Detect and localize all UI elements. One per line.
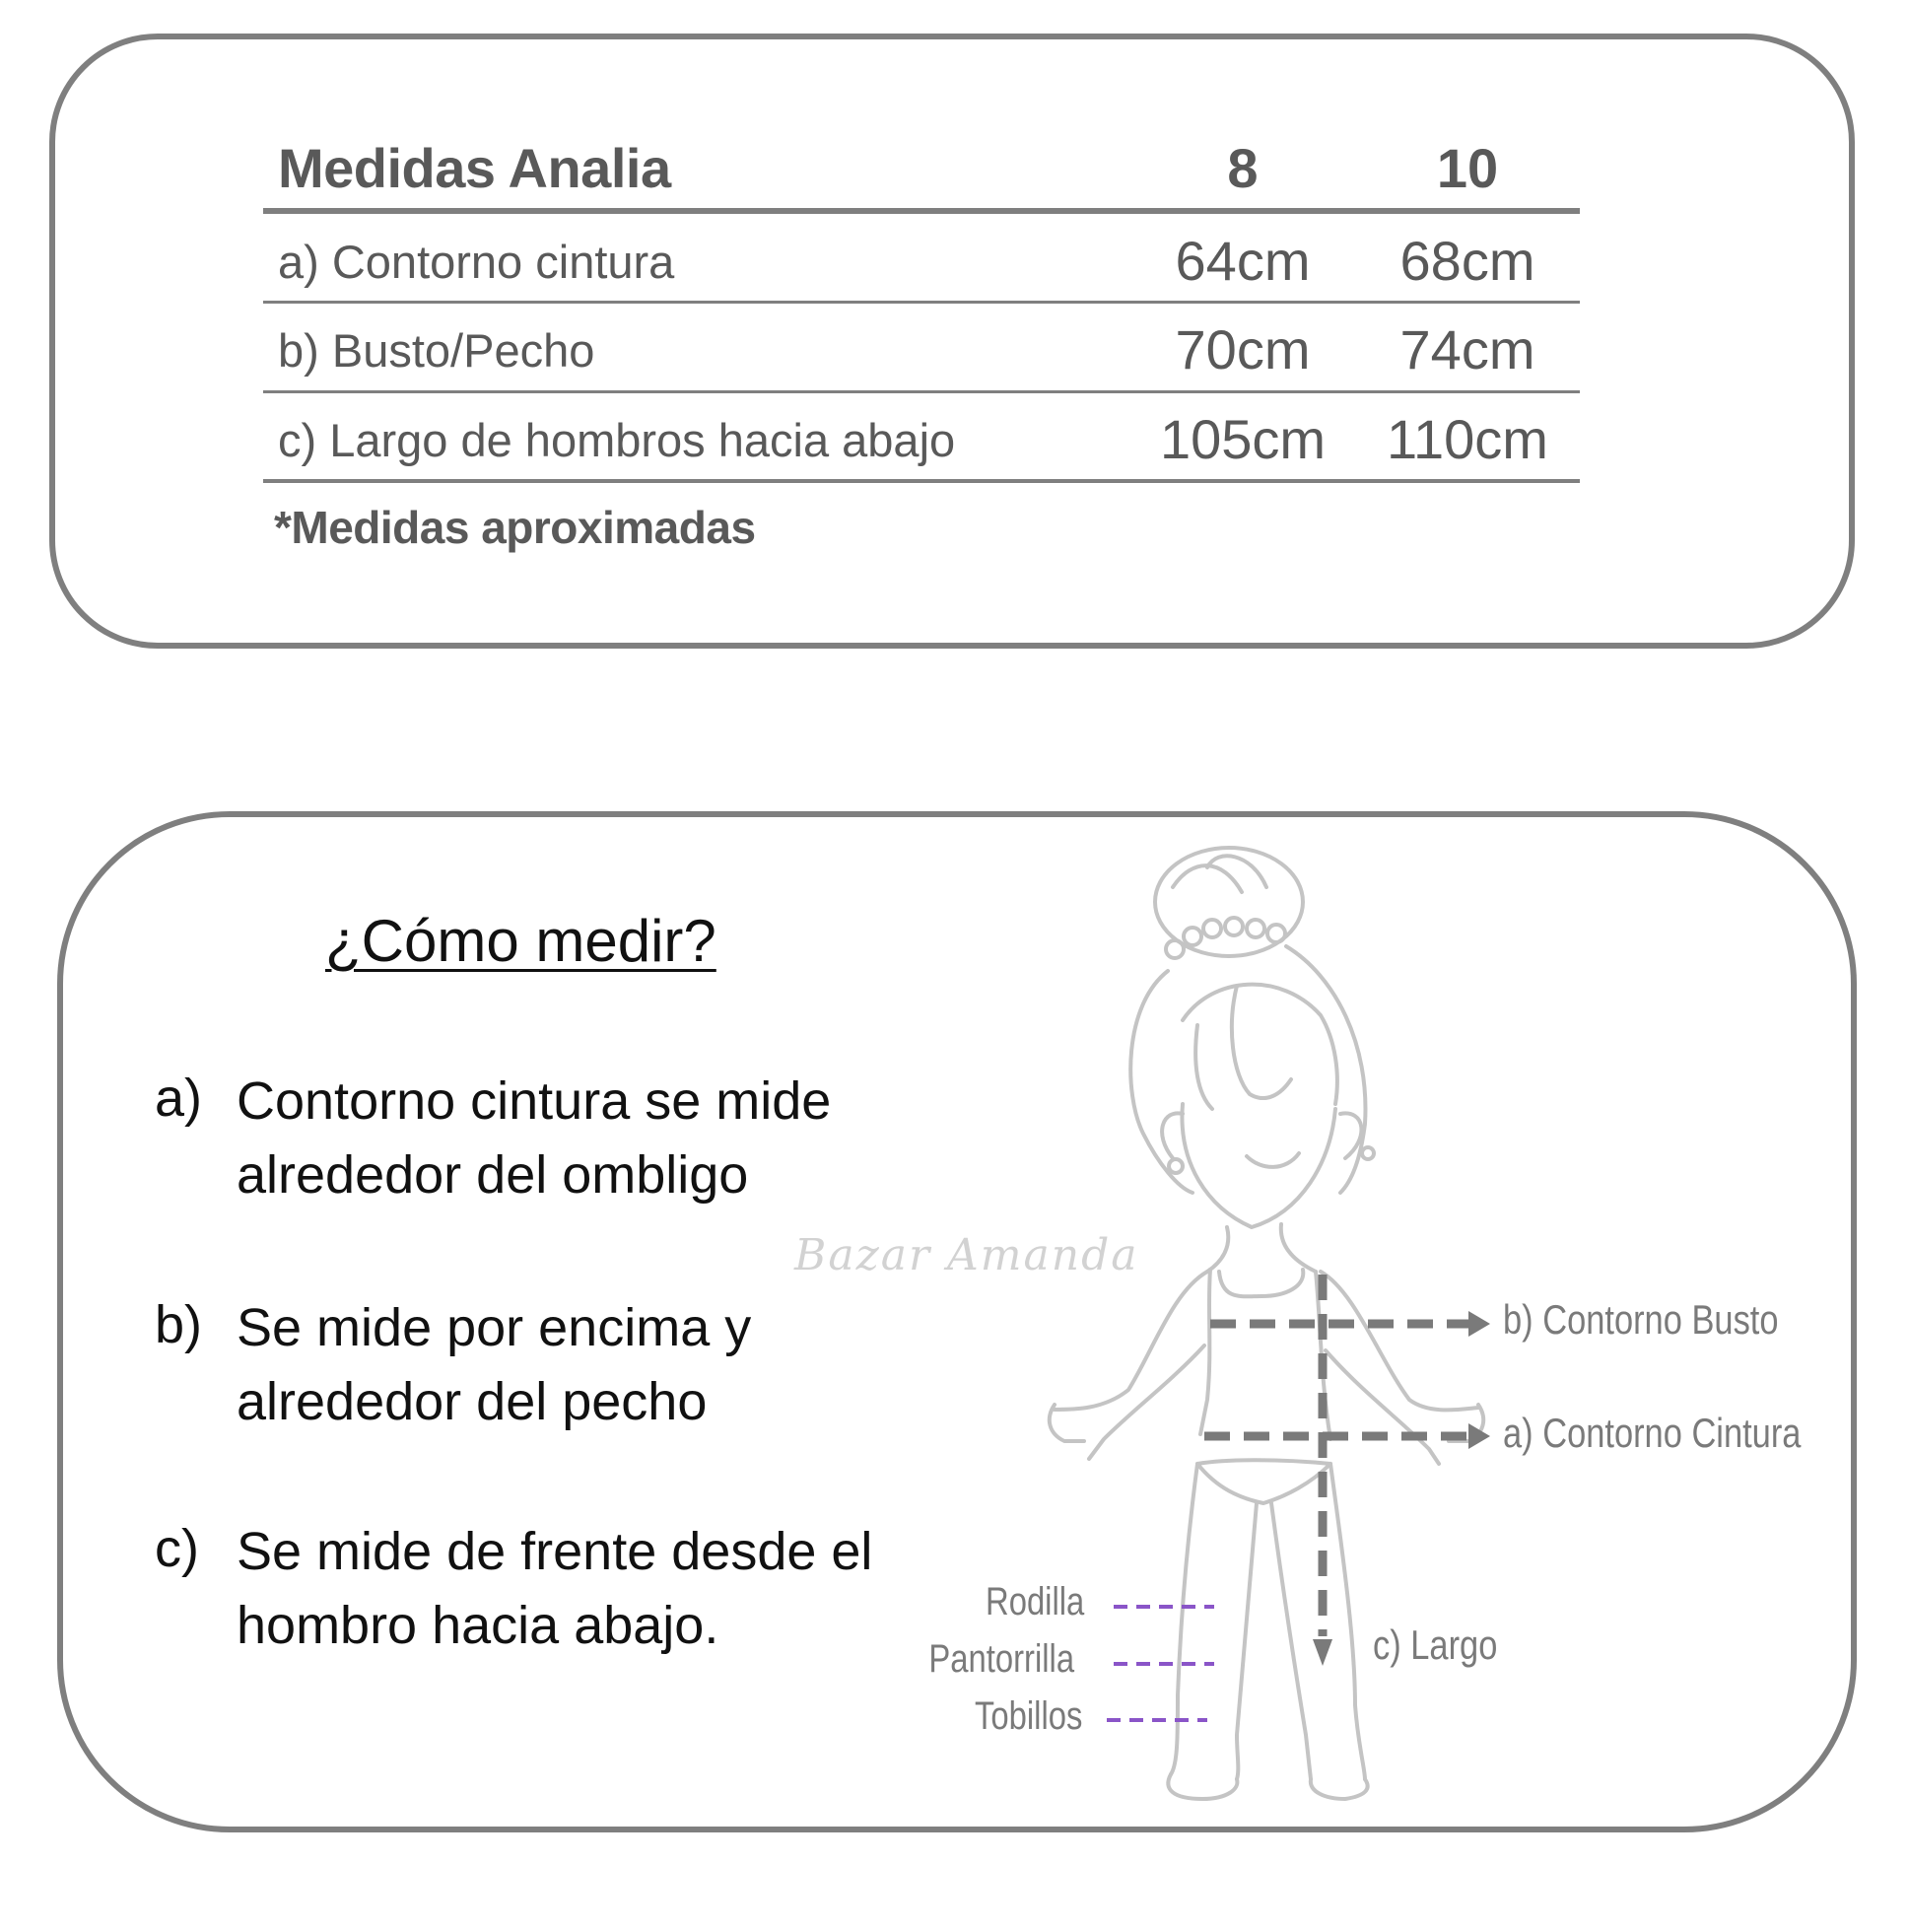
value-length-8: 105cm [1159, 408, 1327, 470]
bust-arrow-icon [1468, 1311, 1490, 1337]
knee-label: Rodilla [985, 1580, 1084, 1623]
size-column-10: 10 [1436, 137, 1499, 199]
length-label: c) Largo [1373, 1622, 1498, 1668]
waist-arrow-icon [1468, 1423, 1490, 1449]
ankle-label: Tobillos [974, 1694, 1082, 1738]
value-bust-8: 70cm [1175, 318, 1311, 380]
step-c-letter: c) [155, 1519, 199, 1578]
row-label-waist: a) Contorno cintura [278, 236, 675, 288]
row-label-bust: b) Busto/Pecho [278, 324, 595, 377]
size-column-8: 8 [1227, 137, 1259, 199]
measure-lines [1204, 1275, 1470, 1636]
approx-note: *Medidas aproximadas [274, 502, 756, 553]
calf-label: Pantorrilla [928, 1637, 1074, 1681]
step-c-text: Se mide de frente desde el hombro hacia abajo. [237, 1522, 873, 1655]
step-a-letter: a) [155, 1069, 203, 1128]
size-table-title: Medidas Analia [278, 137, 671, 199]
waist-label: a) Contorno Cintura [1503, 1410, 1802, 1456]
value-bust-10: 74cm [1399, 318, 1535, 380]
leg-marker-lines [1107, 1607, 1214, 1720]
value-waist-8: 64cm [1175, 230, 1311, 292]
value-length-10: 110cm [1387, 408, 1548, 470]
step-b-letter: b) [155, 1295, 203, 1354]
how-to-measure-title: ¿Cómo medir? [325, 908, 716, 974]
value-waist-10: 68cm [1399, 230, 1535, 292]
watermark: Bazar Amanda [794, 1230, 1139, 1280]
length-arrow-icon [1313, 1639, 1332, 1666]
row-label-length: c) Largo de hombros hacia abajo [278, 414, 956, 466]
step-b-text: Se mide por encima y alrededor del pecho [237, 1298, 752, 1431]
bust-label: b) Contorno Busto [1503, 1296, 1779, 1343]
step-a-text: Contorno cintura se mide alrededor del ombligo [237, 1071, 832, 1205]
